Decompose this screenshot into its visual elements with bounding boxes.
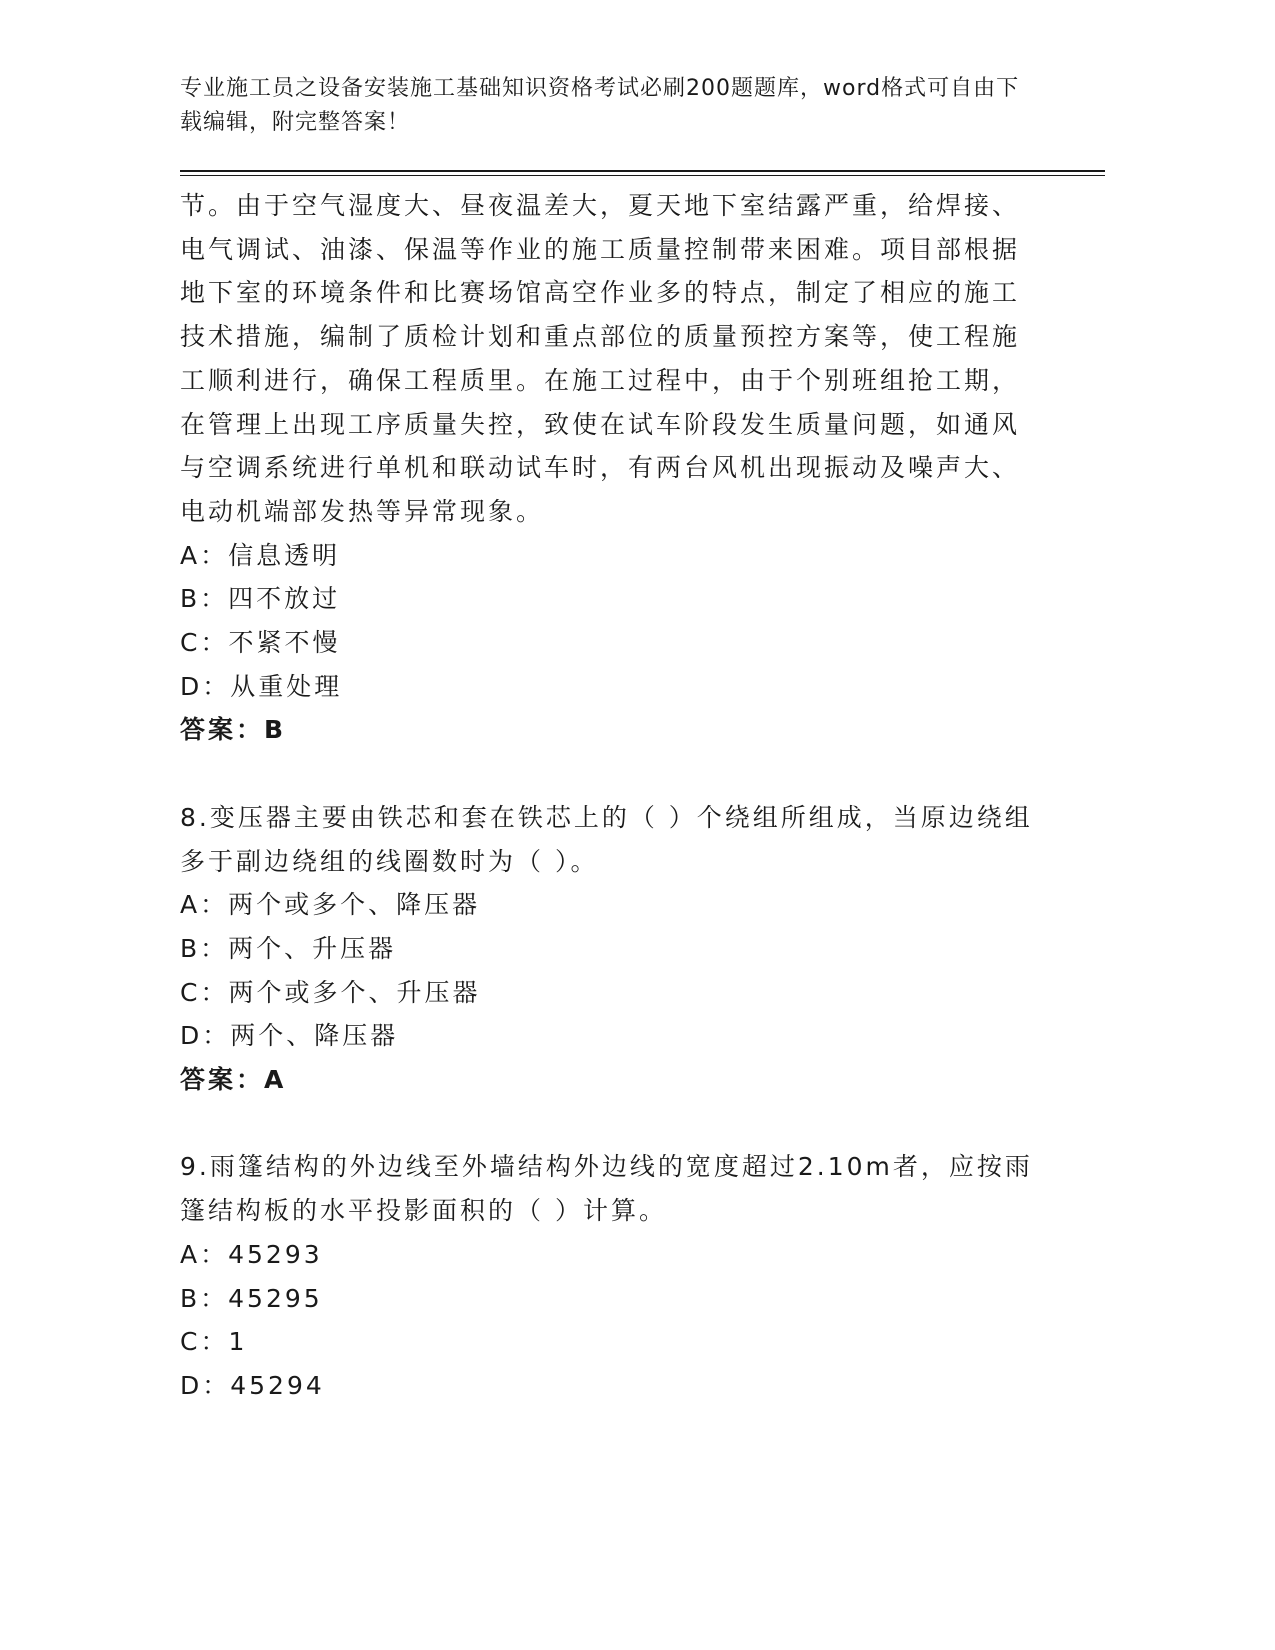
option-d: D：两个、降压器 (180, 1021, 399, 1051)
option-d: D：从重处理 (180, 671, 343, 701)
option-c: C：1 (180, 1327, 248, 1357)
question-text: 节。由于空气湿度大、昼夜温差大，夏天地下室结露严重，给焊接、电气调试、油漆、保温等作业的施工质量控制带来困难。项目部根据地下室的环境条件和比赛场馆高空作业多的特点，制定了相应的施工技术措施，编制了质检计划和重点部位的质量预控方案等，使工程施工顺利进行，确保工程质里。在施工过程中，由于个别班组抢工期，在管理上出现工序质量失控，致使在试车阶段发生质量问题，如通风与空调系统进行单机和联动试车时，有两台风机出现振动及噪声大、电动机端部发热等异常现象。 (180, 191, 1021, 526)
option-b: B：四不放过 (180, 584, 341, 614)
question-8 (180, 796, 1040, 1102)
option-d: D：45294 (180, 1370, 325, 1400)
option-b: B：两个、升压器 (180, 933, 397, 963)
option-c: C：不紧不慢 (180, 628, 341, 658)
document-header: 专业施工员之设备安装施工基础知识资格考试必刷200题题库，word格式可自由下载编辑，附完整答案！ (180, 76, 1020, 135)
option-c: C：两个或多个、升压器 (180, 977, 481, 1007)
option-a: A：45293 (180, 1239, 323, 1269)
header-rule-thin (180, 175, 1105, 176)
option-a: A：信息透明 (180, 540, 341, 570)
header-rule-thick (180, 170, 1105, 172)
option-b: B：45295 (180, 1283, 323, 1313)
question-9 (180, 1145, 1040, 1407)
question-text: 9.雨篷结构的外边线至外墙结构外边线的宽度超过2.10m者，应按雨篷结构板的水平投影面积的（ ）计算。 (180, 1152, 1033, 1226)
option-a: A：两个或多个、降压器 (180, 890, 481, 920)
question-text: 8.变压器主要由铁芯和套在铁芯上的（ ）个绕组所组成，当原边绕组多于副边绕组的线圈数时为（ ）。 (180, 802, 1033, 876)
answer: 答案：B (180, 715, 287, 745)
answer: 答案：A (180, 1065, 287, 1095)
document-body (180, 184, 1040, 1408)
question-continuation (180, 184, 1040, 752)
